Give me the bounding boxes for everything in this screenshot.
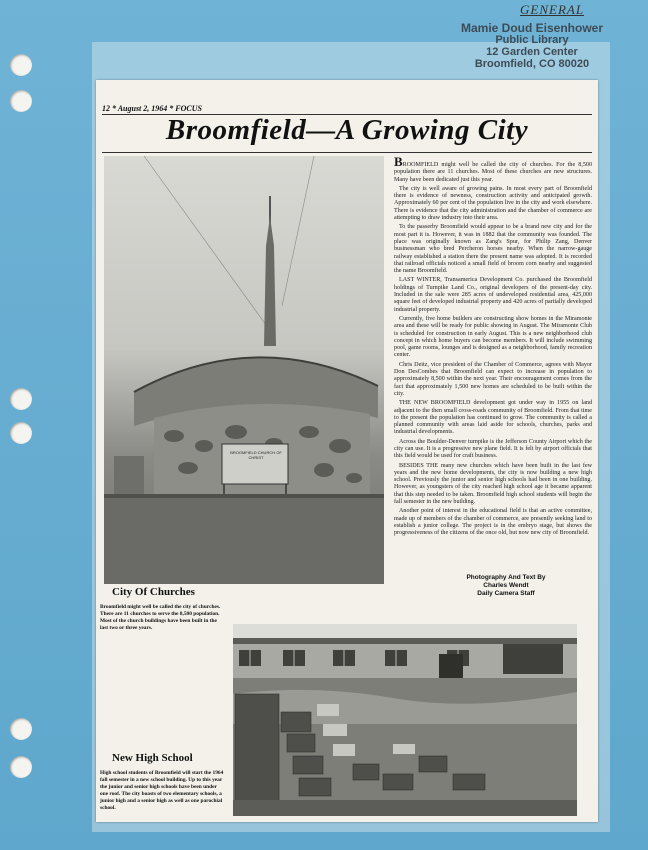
church-illustration — [104, 156, 384, 584]
newspaper-clipping — [96, 80, 598, 822]
caption-text-churches: Broomfield might well be called the city of churches. There are 11 churches to serve the 8,500 population. Most of the church buildings have been built in the last two or three years. — [100, 604, 221, 631]
binder-hole — [10, 422, 32, 444]
stamp-street: 12 Garden Center — [486, 46, 578, 58]
binder-hole — [10, 756, 32, 778]
article-paragraph: Chris Deitz, vice president of the Chamber of Commerce, agrees with Mayor Don DesCombes that Broomfield can expect to increase in population to approximately 8,500 within the next year. Their encouragement comes from the fact that approximately 1,500 new homes are scheduled to be built within the city. — [394, 361, 592, 397]
article-paragraph: LAST WINTER, Transamerica Development Co. purchased the Broomfield holdings of Turnpike Land Co., original developers of the present-day city. Included in the sale were 285 acres of undeveloped residential area, 425,000 square feet of developed industrial property and 420 acres of partially developed industrial property. — [394, 277, 592, 313]
caption-title-high-school: New High School — [112, 752, 193, 764]
article-body — [394, 154, 592, 540]
stamp-city: Broomfield, CO 80020 — [474, 58, 590, 70]
church-sign-text: BROOMFIELD CHURCH OF CHRIST — [230, 450, 282, 460]
article-paragraph: Another point of interest in the educational field is that an active committee, made up of members of the chamber of commerce, are presently seeking land to establish a junior college. The project is in the embryo stage, but shows the progressiveness of the citizens of the once old, but now new city of Broomfield. — [394, 508, 592, 537]
binder-hole — [10, 718, 32, 740]
credit-line: Photography And Text By — [466, 574, 546, 581]
article-paragraph: The city is well aware of growing pains. In most every part of Broomfield there is evidence of newness, construction activity and anticipated growth. Approximately 60 per cent of the population live in the city and work elsewhere. There is evidence that the city administration and the chamber of commerce are attempting to draw industry into their area. — [394, 185, 592, 222]
article-paragraph: BROOMFIELD might well be called the city of churches. For the 8,500 population there are 11 churches. Most of these churches are new structures. Many have been dedicated just this year. — [394, 154, 592, 183]
high-school-photo — [233, 624, 577, 816]
caption-title-churches: City Of Churches — [112, 586, 195, 598]
binder-hole — [10, 54, 32, 76]
article-paragraph: Currently, five home builders are constructing show homes in the Miramonte area and these will be ready for public showing in August. The Miramonte Club is scheduled for construction in early August. This is a new neighborhood club concept in which home buyers can become members. It will include swimming pool, game rooms, lounges and is designed as a neighborhood, family recreation center. — [394, 315, 592, 359]
article-paragraph: Across the Boulder-Denver turnpike is the Jefferson County Airport which the city can use. It is a progressive new plane field. It is felt by airport officials that this field would be used for craft business. — [394, 438, 592, 460]
binder-hole — [10, 90, 32, 112]
article-paragraph: To the passerby Broomfield would appear to be a brand new city and for the most part it is. However, it was in 1882 that the community was founded. The place was originally known as Zang's Spur, for Philip Zang, Denver businessman who bred Percheron horses nearby. When the narrow-gauge railway established a station there the present name was adopted. It is recorded that railroad officials noticed a small field of broom corn nearby and suggested the name Broomfield. — [394, 224, 592, 275]
dropcap: B — [394, 154, 403, 169]
rule-divider — [102, 152, 592, 153]
article-paragraph: THE NEW BROOMFIELD development got under way in 1955 on land adjacent to the then small cross-roads community of Broomfield. From that time to the present the population has continued to grow. The community is called a planned community with areas laid aside for schools, churches, parks and industrial developments. — [394, 400, 592, 436]
credit-affiliation: Daily Camera Staff — [477, 590, 535, 597]
credit-author: Charles Wendt — [483, 582, 529, 589]
headline: Broomfield—A Growing City — [165, 114, 529, 146]
stamp-library: Public Library — [495, 34, 569, 46]
caption-text-high-school: High school students of Broomfield will start the 1964 fall semester in a new school building. Up to this year the junior and senior high schools have been under one roof. The city boasts of two elementary schools, a junior high and a senior high as well as one parochial school. — [100, 770, 224, 811]
photo-credit — [436, 574, 576, 598]
library-stamp — [452, 22, 612, 70]
high-school-illustration — [233, 624, 577, 816]
church-photo — [104, 156, 384, 584]
binder-hole — [10, 388, 32, 410]
article-paragraph: BESIDES THE many new churches which have been built in the last few years and the new home developments, the city is now building a new high school. Previously the junior and senior high schools had been in one building. However, as youngsters of the city reached high school age it became apparent that this step needed to be taken. Broomfield high school students will begin the fall semester in the new building. — [394, 462, 592, 506]
category-label: GENERAL — [520, 2, 585, 17]
dateline: 12 * August 2, 1964 * FOCUS — [102, 104, 202, 113]
stamp-library-name: Mamie Doud Eisenhower — [460, 21, 604, 35]
